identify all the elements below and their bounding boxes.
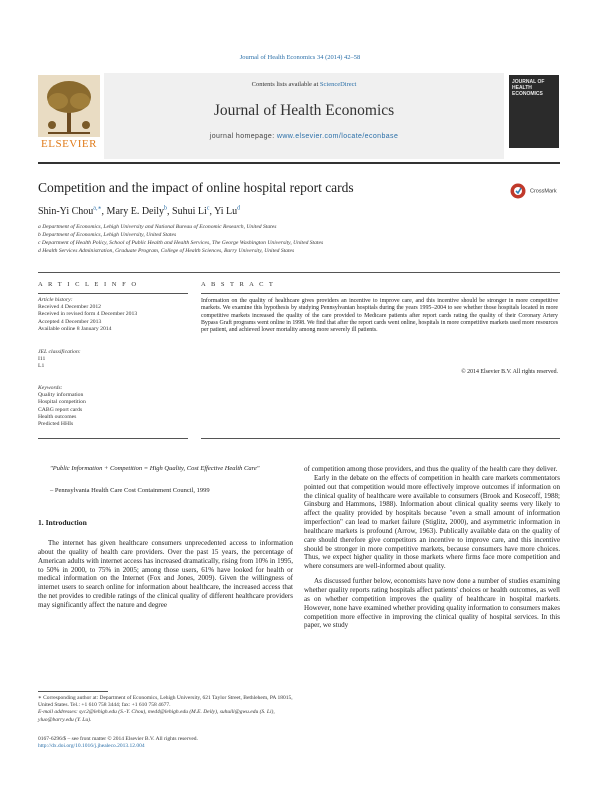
divider <box>201 293 560 294</box>
paragraph: As discussed further below, economists have now done a number of studies examining whether quality reports rating hospitals affect patients' choices or health outcomes, as well as on whether competition improves the quality of healthcare in hospital markets. However, none have examined whether providing quality information to consumers makes competition more effective in improving the clinical quality of hospital services. In this paper, we study <box>304 577 560 630</box>
divider <box>38 438 188 439</box>
author-affiliation-mark: a,∗ <box>93 206 102 212</box>
keyword: Quality information <box>38 392 84 399</box>
doi-link[interactable]: http://dx.doi.org/10.1016/j.jhealeco.2013.12.004 <box>38 743 145 750</box>
history-label: Article history: <box>38 297 73 303</box>
article-info-heading: A R T I C L E I N F O <box>38 281 139 288</box>
divider <box>38 293 188 294</box>
crossmark-badge[interactable] <box>510 182 560 200</box>
keyword: Hospital competition <box>38 399 86 406</box>
footnote-rule <box>38 691 108 692</box>
keywords-label: Keywords: <box>38 385 63 391</box>
homepage-label: journal homepage: <box>209 133 277 140</box>
affiliation: b Department of Economics, Lehigh University, United States <box>38 232 177 238</box>
abstract-text: Information on the quality of healthcare gives providers an incentive to improve care, and this incentive should be stronger in more competitive markets. We examine this hypothesis by studying Pennsylvanian hospitals during the years 1995–2004 to see whether those hospitals located in more competitive markets increased the quality of the care provided to Medicare patients after report cards rating the quality of their Coronary Artery Bypass Graft programs went online in 1998. We find that after the report cards went online, hospitals in more competitive markets used more resources per patient, and achieved lower mortality among more severely ill patients. <box>201 298 558 333</box>
running-header: Journal of Health Economics 34 (2014) 42–58 <box>239 54 361 61</box>
issn-line: 0167-6296/$ – see front matter © 2014 Elsevier B.V. All rights reserved. <box>38 735 198 742</box>
author-affiliation-mark: b <box>164 206 168 212</box>
affiliation: d Health Services Administration, Graduate Program, College of Health Sciences, Barry University, United States <box>38 248 295 254</box>
epigraph-source: – Pennsylvania Health Care Cost Containment Council, 1999 <box>50 487 210 494</box>
journal-homepage <box>104 133 504 140</box>
history-item: Accepted 4 December 2013 <box>38 318 102 325</box>
author[interactable]: Suhui Li$^c$, <box>172 206 215 218</box>
jel-label: JEL classification: <box>38 349 81 355</box>
email-addresses: E-mail addresses: syc2@lehigh.edu (S.-Y. Chou), med4@lehigh.edu (M.E. Deily), suhuili@gwu.edu (S. Li), yluo@barry.edu (Y. Lu). <box>38 709 275 723</box>
affiliation: a Department of Economics, Lehigh University and National Bureau of Economic Research, United States <box>38 224 277 230</box>
paragraph: The internet has given healthcare consumers unprecedented access to information about the quality of health care providers. Over the past 15 years, the percentage of American adults with internet access has increased dramatically, rising from 10% in 1995, to 50% in 2000, to 75% in 2005; among those users, 61% have looked for health or medical information on the Internet (Fox and Jones, 2009). Given the willingness of internet users to search online for information about healthcare, the increased access that the net provides to credible ratings of the clinical quality of different healthcare providers may significantly affect the nature and degree <box>38 539 293 609</box>
elsevier-wordmark: ELSEVIER <box>41 138 97 150</box>
journal-title: Journal of Health Economics <box>213 102 395 119</box>
crossmark-icon <box>510 183 526 199</box>
contents-line <box>104 81 504 88</box>
footnotes <box>38 695 293 750</box>
history-item: Available online 8 January 2014 <box>38 325 112 332</box>
divider <box>201 438 560 439</box>
author[interactable]: Mary E. Deily$^b$, <box>106 206 173 218</box>
crossmark-label: CrossMark <box>530 188 557 195</box>
keyword: Predicted HHIs <box>38 421 74 428</box>
keyword: Health outcomes <box>38 413 77 420</box>
author[interactable]: Shin-Yi Chou$^{a,∗}$, <box>38 206 107 218</box>
keywords <box>38 385 86 428</box>
contents-prefix: Contents lists available at <box>251 81 320 88</box>
history-item: Received 4 December 2012 <box>38 304 102 311</box>
abstract-heading: A B S T R A C T <box>201 281 275 288</box>
copyright-line: © 2014 Elsevier B.V. All rights reserved. <box>461 369 558 375</box>
jel-classification <box>38 349 81 371</box>
author-affiliation-mark: c <box>206 206 210 212</box>
paragraph: of competition among those providers, and thus the quality of the health care they deliver. <box>304 465 558 473</box>
author[interactable]: Yi Lu$^d$ <box>214 206 241 218</box>
body-column-left <box>38 539 293 610</box>
body-column-right <box>304 465 560 630</box>
author-affiliation-mark: d <box>237 206 241 212</box>
cover-title: JOURNAL OF HEALTH ECONOMICS <box>512 79 545 97</box>
header-rule <box>38 162 560 164</box>
jel-item: I11 <box>38 356 46 363</box>
homepage-link[interactable]: www.elsevier.com/locate/econbase <box>276 133 399 140</box>
journal-cover-thumbnail <box>509 75 559 148</box>
history-item: Received in revised form 4 December 2013 <box>38 311 138 318</box>
corresponding-author-note: ∗ Corresponding author at: Department of Economics, Lehigh University, 621 Taylor Street, Bethlehem, PA 18015, United States. Tel.: +1 610 758 3444; fax: +1 610 758 4677. <box>38 695 293 709</box>
keyword: CABG report cards <box>38 406 83 413</box>
article-history <box>38 297 137 333</box>
epigraph-quote: "Public Information + Competition = High Quality, Cost Effective Health Care" <box>50 465 260 472</box>
author-list <box>38 205 240 217</box>
article-title: Competition and the impact of online hospital report cards <box>38 180 354 195</box>
divider <box>38 272 560 273</box>
sciencedirect-link[interactable]: ScienceDirect <box>319 81 357 88</box>
paragraph: Early in the debate on the effects of competition in health care markets commentators pointed out that competition would more effectively improve outcomes if information on the clinical quality of healthcare were available to consumers (Brook and Kosecoff, 1988; Ginsburg and Hammons, 1988). Information about clinical quality seems very likely to affect the quality provided by hospitals because "even a small amount of information imperfection" can lead to market failure (Stiglitz, 2000), and asymmetric information in healthcare markets is profound (Arrow, 1963). Publically available data on the quality of care should therefore give competitors an incentive to improve care, and this incentive should be stronger in more competitive markets, because consumers have more choices. Thus, we expect higher quality in those markets where firms face more competition and where consumers are well-informed about quality. <box>304 473 560 571</box>
jel-item: L1 <box>38 363 45 370</box>
affiliation: c Department of Health Policy, School of Public Health and Health Services, The George Washington University, United States <box>38 240 324 246</box>
elsevier-logo <box>38 75 100 155</box>
section-heading-introduction: 1. Introduction <box>38 518 87 527</box>
